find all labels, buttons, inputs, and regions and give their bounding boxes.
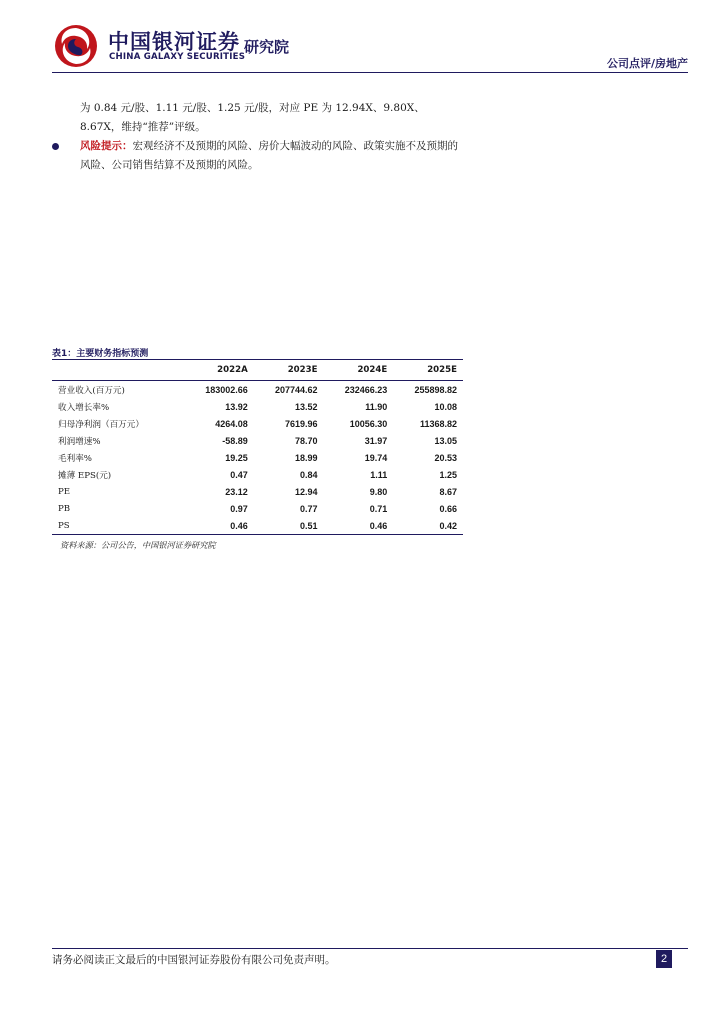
rating-paragraph: 为 0.84 元/股、1.11 元/股、1.25 元/股，对应 PE 为 12.94X、9.80X、8.67X，维持“推荐”评级。 <box>80 102 425 133</box>
table-cell: 19.25 <box>225 452 248 463</box>
table-cell: 0.51 <box>254 517 324 535</box>
galaxy-logo-icon <box>52 22 100 70</box>
report-type-label: 公司点评/房地产 <box>606 57 688 70</box>
column-header: 2023E <box>254 360 324 381</box>
table-cell: 0.84 <box>299 469 318 480</box>
table-row <box>52 483 463 500</box>
table-cell: 12.94 <box>294 486 318 497</box>
table-cell: 8.67 <box>439 486 457 497</box>
table-cell: 20.53 <box>434 452 457 463</box>
table-cell: 0.97 <box>230 503 248 514</box>
table-cell: 232466.23 <box>344 384 388 395</box>
row-label: 归母净利润（百万元） <box>58 419 144 430</box>
footer-divider <box>52 948 688 949</box>
table-cell: 7619.96 <box>284 418 318 429</box>
table-cell: 255898.82 <box>414 384 457 395</box>
column-header: 2025E <box>393 360 463 381</box>
table-cell: 10056.30 <box>349 418 388 429</box>
table-cell: 13.92 <box>225 401 248 412</box>
table-source-note: 资料来源：公司公告，中国银河证券研究院 <box>60 540 216 550</box>
risk-text: 宏观经济不及预期的风险、房价大幅波动的风险、政策实施不及预期的风险、公司销售结算不及预期的风险。 <box>80 140 458 171</box>
table-cell: 23.12 <box>225 486 248 497</box>
table-cell: 0.71 <box>369 503 388 514</box>
row-label: 利润增速% <box>58 436 101 447</box>
table-cell: 207744.62 <box>274 384 318 395</box>
header-divider <box>52 72 688 73</box>
table-cell: 9.80 <box>369 486 388 497</box>
table-row <box>52 500 463 517</box>
table-cell: 18.99 <box>294 452 318 463</box>
row-label: 摊薄 EPS(元) <box>58 470 112 481</box>
row-label: 营业收入(百万元) <box>58 385 125 396</box>
row-label: PB <box>58 503 71 514</box>
table-row <box>52 398 463 415</box>
table-cell: 0.46 <box>324 517 394 535</box>
table-row <box>52 466 463 483</box>
table-cell: 11.90 <box>365 401 388 412</box>
column-header: 2024E <box>324 360 394 381</box>
risk-label: 风险提示： <box>80 140 133 152</box>
row-label: PE <box>58 486 71 497</box>
table-cell: 10.08 <box>434 401 457 412</box>
table-cell: 1.25 <box>439 469 457 480</box>
table-caption: 表1：主要财务指标预测 <box>52 349 149 359</box>
table-row <box>52 432 463 449</box>
table-cell: 0.47 <box>230 469 248 480</box>
table-row <box>52 381 463 399</box>
row-label: 收入增长率% <box>58 402 110 413</box>
table-cell: 11368.82 <box>419 418 457 429</box>
table-cell: 19.74 <box>364 452 388 463</box>
brand-name-cn: 中国银河证券 <box>108 30 240 54</box>
table-row <box>52 517 463 535</box>
table-cell: 0.46 <box>184 517 254 535</box>
risk-paragraph <box>80 137 464 175</box>
table-cell: 0.77 <box>299 503 318 514</box>
table-cell: 4264.08 <box>215 418 248 429</box>
table-cell: 183002.66 <box>205 384 248 395</box>
table-row <box>52 449 463 466</box>
financial-forecast-table <box>52 359 463 535</box>
table-cell: 31.97 <box>364 435 388 446</box>
table-cell: 0.42 <box>393 517 463 535</box>
column-header: 2022A <box>184 360 254 381</box>
table-cell: 13.05 <box>434 435 457 446</box>
institute-label: 研究院 <box>244 38 290 56</box>
table-cell: 13.52 <box>294 401 318 412</box>
brand-name-en: CHINA GALAXY SECURITIES <box>109 52 246 62</box>
table-cell: 0.66 <box>439 503 457 514</box>
bullet-icon <box>52 143 59 150</box>
table-header-row <box>52 360 463 381</box>
row-label: 毛利率% <box>58 453 92 464</box>
table-cell: 78.70 <box>294 435 318 446</box>
table-header-corner <box>52 360 184 381</box>
footer-disclaimer: 请务必阅读正文最后的中国银河证券股份有限公司免责声明。 <box>52 954 336 966</box>
table-cell: 1.11 <box>370 469 388 480</box>
table-cell: -58.89 <box>222 435 248 446</box>
row-label: PS <box>52 517 184 535</box>
table-row <box>52 415 463 432</box>
page-number: 2 <box>656 950 672 968</box>
